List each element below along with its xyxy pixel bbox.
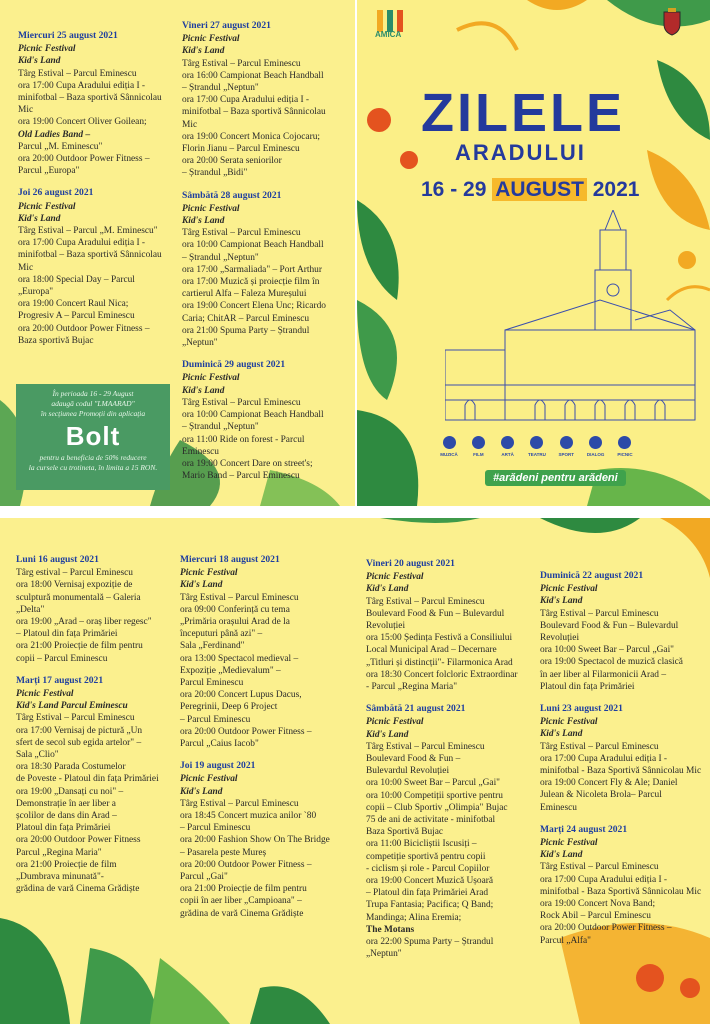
event-line: Mario Band – Parcul Eminescu bbox=[182, 471, 300, 482]
event-line: „Neptun" bbox=[366, 949, 402, 960]
icon-label: FILM bbox=[473, 452, 484, 457]
date-year: 2021 bbox=[592, 178, 640, 201]
event-line: Târg Estival – Parcul Eminescu bbox=[182, 58, 301, 69]
event-line: Picnic Festival bbox=[180, 568, 238, 579]
day-block bbox=[182, 359, 352, 482]
music-icon bbox=[437, 436, 461, 464]
event-line: Revoluției bbox=[366, 621, 406, 632]
event-line: ora 18:00 Special Day – Parcul bbox=[18, 274, 135, 285]
event-line: Kid's Land bbox=[182, 216, 225, 227]
event-line: Târg Estival – Parcul Eminescu bbox=[366, 741, 485, 752]
event-line: ora 22:00 Spuma Party – Ștrandul bbox=[366, 937, 494, 948]
event-line: – Platoul din fața Primăriei Arad bbox=[366, 888, 489, 899]
event-line: ora 10:00 Campionat Beach Handball bbox=[182, 410, 324, 421]
event-line: copii – Parcul Eminescu bbox=[16, 653, 108, 664]
event-line: Picnic Festival bbox=[366, 717, 424, 728]
city-crest-icon bbox=[662, 8, 682, 36]
event-line: Târg Estival – Parcul Eminescu bbox=[540, 741, 659, 752]
event-line: ora 17:00 „Sarmaliada" – Port Arthur bbox=[182, 264, 322, 275]
city-hall-illustration bbox=[445, 210, 710, 426]
event-line: Mic bbox=[182, 119, 198, 130]
event-line: ora 11:00 Bicicliștii Iscusiți – bbox=[366, 839, 477, 850]
arts-icon bbox=[496, 436, 520, 464]
festival-dates bbox=[421, 178, 639, 202]
event-line: Târg Estival – Parcul Eminescu bbox=[18, 68, 137, 79]
theatre-icon-glyph bbox=[530, 436, 543, 449]
event-line: Trupa Fantasia; Pacifica; Q Band; bbox=[366, 900, 494, 911]
event-line: 75 de ani de activitate - minifotbal bbox=[366, 815, 496, 826]
event-line: Boulevard Food & Fun – Bulevardul bbox=[366, 608, 505, 619]
event-category-icons bbox=[437, 436, 637, 464]
day-block bbox=[180, 554, 350, 750]
schedule-column bbox=[540, 570, 710, 957]
logo-text: AMICA bbox=[375, 30, 402, 39]
promo-text: În perioada 16 - 29 August bbox=[52, 389, 134, 398]
day-heading: Marți 17 august 2021 bbox=[16, 674, 104, 686]
event-line: The Motans bbox=[366, 924, 415, 935]
event-line: ora 20:00 Outdoor Power Fitness – bbox=[540, 923, 672, 934]
event-line: Kid's Land bbox=[366, 729, 409, 740]
event-line: școlilor de dans din Arad – bbox=[16, 811, 117, 822]
day-heading: Duminică 22 august 2021 bbox=[540, 570, 644, 581]
event-line: ora 15:00 Ședința Festivă a Consiliului bbox=[366, 633, 513, 644]
hashtag-badge: #arădeni pentru arădeni bbox=[485, 470, 626, 486]
event-line: Parcul „M. Eminescu" bbox=[18, 141, 103, 152]
event-line: ora 19:00 Concert Dare on street's; bbox=[182, 458, 313, 469]
day-block bbox=[16, 675, 178, 896]
schedule-column bbox=[16, 554, 178, 905]
event-line: ora 19:00 Concert Nova Band; bbox=[540, 899, 656, 910]
event-line: Picnic Festival bbox=[182, 203, 240, 214]
sport-icon bbox=[554, 436, 578, 464]
event-line: „Titluri și distincții"- Filarmonica Arad bbox=[366, 657, 513, 668]
event-line: de Poveste - Platoul din fața Primăriei bbox=[16, 774, 159, 785]
event-line: Julean & Nicoleta Brola– Parcul bbox=[540, 790, 662, 801]
event-line: sculptură monumentală – Galeria bbox=[16, 592, 141, 603]
event-line: Old Ladies Band – bbox=[18, 129, 91, 140]
event-line: Local Municipal Arad – Decernare bbox=[366, 645, 497, 656]
event-line: Peregrinii, Deep 6 Project bbox=[180, 702, 278, 713]
event-line: Târg Estival – Parcul Eminescu bbox=[180, 798, 299, 809]
picnic-icon-glyph bbox=[618, 436, 631, 449]
event-line: ora 10:00 Competiții sportive pentru bbox=[366, 790, 503, 801]
event-line: Sala „Clio" bbox=[16, 750, 59, 761]
event-line: Târg estival – Parcul Eminescu bbox=[16, 568, 133, 579]
event-line: Picnic Festival bbox=[182, 34, 240, 45]
event-line: Boulevard Food & Fun – bbox=[366, 754, 461, 765]
event-line: Kid's Land bbox=[366, 584, 409, 595]
event-line: ora 19:00 Concert Raul Nica; bbox=[18, 299, 129, 310]
event-line: ora 21:00 Spuma Party – Ștrandul bbox=[182, 325, 310, 336]
day-heading: Joi 19 august 2021 bbox=[180, 760, 256, 772]
event-line: Mandinga; Alina Eremia; bbox=[366, 912, 462, 923]
event-line: Târg Estival – Parcul Eminescu bbox=[182, 397, 301, 408]
date-days: 16 - 29 bbox=[421, 178, 487, 201]
event-line: Parcul „Alfa" bbox=[540, 935, 591, 946]
event-line: Sala „Ferdinand" bbox=[180, 641, 245, 652]
festival-subtitle: ARADULUI bbox=[455, 140, 586, 165]
event-line: ora 20:00 Outdoor Power Fitness – bbox=[180, 859, 312, 870]
event-line: ora 19:00 Concert Oliver Goilean; bbox=[18, 117, 147, 128]
event-line: ora 19:00 Concert Fly & Ale; Daniel bbox=[540, 778, 678, 789]
event-line: cartierul Alfa – Faleza Mureșului bbox=[182, 289, 307, 300]
event-line: sfert de secol sub egida artelor" – bbox=[16, 737, 142, 748]
event-line: Demonstrație în aer liber a bbox=[16, 798, 116, 809]
event-line: Baza Sportivă Bujac bbox=[366, 827, 444, 838]
event-line: Mic bbox=[18, 262, 34, 273]
dialogue-icon bbox=[584, 436, 608, 464]
event-line: Kid's Land bbox=[540, 729, 583, 740]
event-line: ora 20:00 Outdoor Power Fitness – bbox=[180, 726, 312, 737]
schedule-column bbox=[180, 554, 350, 930]
event-line: Picnic Festival bbox=[18, 44, 76, 55]
event-line: ora 10:00 Sweet Bar – Parcul „Gai" bbox=[366, 778, 500, 789]
event-line: Kid's Land bbox=[180, 786, 223, 797]
event-line: – Parcul Eminescu bbox=[180, 823, 251, 834]
day-heading: Miercuri 18 august 2021 bbox=[180, 554, 280, 565]
bolt-logo: Bolt bbox=[65, 421, 121, 451]
event-line: Picnic Festival bbox=[540, 838, 598, 849]
event-line: ora 19:00 „Dansați cu noi" – bbox=[16, 786, 124, 797]
day-heading: Duminică 29 august 2021 bbox=[182, 359, 286, 371]
day-heading: Sâmbătă 28 august 2021 bbox=[182, 189, 282, 201]
event-line: Parcul „Gai" bbox=[180, 872, 228, 883]
event-line: ora 19:00 Concert Muzică Ușoară bbox=[366, 876, 494, 887]
event-line: ora 20:00 Outdoor Power Fitness – bbox=[18, 323, 150, 334]
day-heading: Vineri 20 august 2021 bbox=[366, 558, 455, 569]
event-line: - ciclism și role - Parcul Copiilor bbox=[366, 863, 490, 874]
event-line: ora 18:30 Concert folcloric Extraordinar bbox=[366, 669, 518, 680]
event-line: ora 20:00 Concert Lupus Dacus, bbox=[180, 690, 302, 701]
event-line: Progresiv A – Parcul Eminescu bbox=[18, 311, 135, 322]
event-line: grădina de vară Cinema Grădiște bbox=[180, 908, 304, 919]
event-line: ora 19:00 Spectacol de muzică clasică bbox=[540, 657, 683, 668]
date-month: AUGUST bbox=[492, 178, 587, 201]
promo-text: pentru a beneficia de 50% reducere bbox=[39, 453, 147, 462]
event-line: Expoziție „Medievalum" – bbox=[180, 665, 281, 676]
event-line: Târg Estival – Parcul „M. Eminescu" bbox=[18, 226, 158, 237]
day-block bbox=[182, 20, 352, 180]
icon-label: DIALOG bbox=[586, 452, 605, 457]
event-line: „Delta" bbox=[16, 604, 45, 615]
event-line: ora 21:00 Proiecție de film pentru bbox=[16, 641, 143, 652]
icon-label: MUZICĂ bbox=[440, 452, 458, 457]
event-line: Picnic Festival bbox=[182, 373, 240, 384]
event-line: minifotbal – Baza sportivă Sânnicolau bbox=[18, 93, 162, 104]
event-line: – Ștrandul „Neptun" bbox=[182, 83, 259, 94]
promo-text: în secțiunea Promoții din aplicația bbox=[40, 409, 146, 418]
event-line: ora 10:00 Campionat Beach Handball bbox=[182, 240, 324, 251]
event-line: Baza sportivă Bujac bbox=[18, 335, 94, 346]
event-line: Parcul „Caius Iacob" bbox=[180, 739, 259, 750]
event-line: Kid's Land bbox=[180, 580, 223, 591]
promo-text: adaugă codul "LMAARAD" bbox=[51, 399, 135, 408]
icon-label: ARTĂ bbox=[501, 452, 514, 457]
event-line: ora 21:00 Proiecție de film pentru bbox=[180, 884, 307, 895]
schedule-column bbox=[366, 558, 538, 971]
event-line: ora 13:00 Spectacol medieval – bbox=[180, 653, 299, 664]
picnic-icon bbox=[613, 436, 637, 464]
day-block bbox=[366, 558, 538, 693]
event-line: Picnic Festival bbox=[180, 774, 238, 785]
event-line: ora 17:00 Cupa Aradului ediția I - bbox=[540, 753, 668, 764]
event-line: ora 20:00 Fashion Show On The Bridge bbox=[180, 835, 330, 846]
event-line: minifotbal - Baza Sportivă Sânnicolau Mic bbox=[540, 886, 702, 897]
event-line: Caria; ChitAR – Parcul Eminescu bbox=[182, 313, 310, 324]
event-line: Rock Abil – Parcul Eminescu bbox=[540, 911, 651, 922]
icon-label: SPORT bbox=[558, 452, 575, 457]
event-line: Picnic Festival bbox=[540, 584, 598, 595]
event-line: Picnic Festival bbox=[540, 717, 598, 728]
event-line: ora 17:00 Vernisaj de pictură „Un bbox=[16, 725, 143, 736]
event-line: Târg Estival – Parcul Eminescu bbox=[366, 596, 485, 607]
event-line: minifotbal – Baza sportivă Sânnicolau bbox=[182, 107, 326, 118]
film-icon bbox=[466, 436, 490, 464]
arts-icon-glyph bbox=[501, 436, 514, 449]
event-line: Platoul din fața Primăriei bbox=[540, 681, 635, 692]
event-line: Picnic Festival bbox=[16, 689, 74, 700]
day-block bbox=[540, 824, 710, 947]
day-heading: Vineri 27 august 2021 bbox=[182, 20, 271, 31]
event-line: Revoluției bbox=[540, 633, 580, 644]
event-line: copii în aer liber „Campioana" – bbox=[180, 896, 302, 907]
bolt-promo-banner[interactable] bbox=[16, 384, 170, 490]
event-line: minifotbal - Baza Sportivă Sânnicolau Mic bbox=[540, 766, 702, 777]
event-line: Kid's Land bbox=[182, 385, 225, 396]
schedule-panel-bottom bbox=[0, 518, 710, 1024]
day-heading: Marți 24 august 2021 bbox=[540, 823, 628, 835]
event-line: – Parcul Eminescu bbox=[180, 714, 251, 725]
sport-icon-glyph bbox=[560, 436, 573, 449]
event-line: ora 20:00 Outdoor Power Fitness – bbox=[18, 154, 150, 165]
theatre-icon bbox=[525, 436, 549, 464]
event-line: ora 17:00 Muzică și proiecție film în bbox=[182, 277, 320, 288]
event-line: Bulevardul Revoluției bbox=[366, 766, 450, 777]
event-line: ora 19:00 Concert Monica Cojocaru; bbox=[182, 131, 320, 142]
event-line: Târg Estival – Parcul Eminescu bbox=[540, 862, 659, 873]
day-heading: Luni 23 august 2021 bbox=[540, 703, 623, 715]
event-line: ora 17:00 Cupa Aradului ediția I - bbox=[18, 238, 146, 249]
event-line: ora 21:00 Proiecție de film bbox=[16, 859, 117, 870]
event-line: ora 18:45 Concert muzica anilor `80 bbox=[180, 811, 317, 822]
icon-label: PICNIC bbox=[617, 452, 633, 457]
event-line: Picnic Festival bbox=[366, 572, 424, 583]
icon-label: TEATRU bbox=[528, 452, 546, 457]
event-line: Platoul din fața Primăriei bbox=[16, 823, 111, 834]
event-line: „Neptun" bbox=[182, 338, 218, 349]
festival-title: ZILELE bbox=[421, 83, 625, 143]
event-line: Boulevard Food & Fun – Bulevardul bbox=[540, 620, 679, 631]
event-line: Kid's Land bbox=[18, 56, 61, 67]
event-line: ora 17:00 Cupa Aradului ediția I - bbox=[182, 95, 310, 106]
film-icon-glyph bbox=[472, 436, 485, 449]
day-block bbox=[366, 703, 538, 960]
event-line: în aer liber al Filarmonicii Arad – bbox=[540, 669, 667, 680]
day-block bbox=[18, 187, 178, 347]
event-line: ora 20:00 Outdoor Power Fitness bbox=[16, 835, 141, 846]
dialogue-icon-glyph bbox=[589, 436, 602, 449]
event-line: „Dumbrava minunată"- bbox=[16, 872, 104, 883]
promo-text: la cursele cu trotineta, în limita a 15 RON. bbox=[28, 463, 158, 472]
day-block bbox=[18, 30, 178, 177]
event-line: ora 11:00 Ride on forest - Parcul bbox=[182, 434, 305, 445]
schedule-panel-top bbox=[0, 0, 355, 506]
event-line: grădina de vară Cinema Grădiște bbox=[16, 884, 140, 895]
event-line: Târg Estival – Parcul Eminescu bbox=[180, 592, 299, 603]
festival-poster bbox=[357, 0, 710, 506]
event-line: - Parcul „Regina Maria" bbox=[366, 682, 458, 693]
schedule-column bbox=[182, 20, 352, 492]
event-line: competiție sportivă pentru copii bbox=[366, 851, 486, 862]
event-line: Târg Estival – Parcul Eminescu bbox=[540, 608, 659, 619]
event-line: Picnic Festival bbox=[18, 201, 76, 212]
day-heading: Sâmbătă 21 august 2021 bbox=[366, 703, 466, 715]
event-line: ora 16:00 Campionat Beach Handball bbox=[182, 70, 324, 81]
event-line: Kid's Land bbox=[540, 596, 583, 607]
event-line: Mic bbox=[18, 105, 34, 116]
event-line: ora 17:00 Cupa Aradului ediția I - bbox=[540, 874, 668, 885]
event-line: ora 09:00 Conferință cu tema bbox=[180, 604, 290, 615]
event-line: – Ștrandul „Neptun" bbox=[182, 422, 259, 433]
event-line: Parcul „Regina Maria" bbox=[16, 847, 102, 858]
event-line: ora 18:00 Vernisaj expoziție de bbox=[16, 580, 133, 591]
event-line: Kid's Land bbox=[182, 46, 225, 57]
event-line: „Europa" bbox=[18, 287, 54, 298]
day-block bbox=[540, 703, 710, 814]
event-line: minifotbal – Baza sportivă Sânnicolau bbox=[18, 250, 162, 261]
event-line: – Ștrandul „Neptun" bbox=[182, 252, 259, 263]
event-line: – Ștrandul „Bidi" bbox=[182, 168, 248, 179]
event-line: Târg Estival – Parcul Eminescu bbox=[16, 713, 135, 724]
day-block bbox=[180, 760, 350, 920]
event-line: copii – Club Sportiv „Olimpia" Bujac bbox=[366, 802, 508, 813]
event-line: Eminescu bbox=[182, 446, 219, 457]
day-block bbox=[16, 554, 178, 665]
event-line: Târg Estival – Parcul Eminescu bbox=[182, 228, 301, 239]
event-line: „Primăria orașului Arad de la bbox=[180, 617, 290, 628]
day-heading: Miercuri 25 august 2021 bbox=[18, 30, 118, 41]
event-line: Parcul „Europa" bbox=[18, 166, 80, 177]
event-line: ora 17:00 Cupa Aradului ediția I - bbox=[18, 80, 146, 91]
schedule-column bbox=[18, 30, 178, 357]
event-line: – Platoul din fața Primăriei bbox=[16, 629, 118, 640]
event-line: – Pasarela peste Mureș bbox=[180, 847, 267, 858]
event-line: Parcul Eminescu bbox=[180, 678, 244, 689]
day-heading: Joi 26 august 2021 bbox=[18, 187, 94, 199]
event-line: Eminescu bbox=[540, 802, 577, 813]
event-line: Kid's Land bbox=[540, 850, 583, 861]
event-line: Kid's Land Parcul Eminescu bbox=[16, 701, 128, 712]
day-heading: Luni 16 august 2021 bbox=[16, 554, 99, 565]
music-icon-glyph bbox=[443, 436, 456, 449]
day-block bbox=[182, 190, 352, 350]
event-line: ora 10:00 Sweet Bar – Parcul „Gai" bbox=[540, 645, 674, 656]
event-line: ora 19:00 „Arad – oraș liber regesc" bbox=[16, 617, 152, 628]
event-line: Kid's Land bbox=[18, 213, 61, 224]
day-block bbox=[540, 570, 710, 693]
event-line: ora 20:00 Serata seniorilor bbox=[182, 156, 282, 167]
event-line: ora 19:00 Concert Elena Unc; Ricardo bbox=[182, 301, 326, 312]
event-line: începuturi până azi" – bbox=[180, 629, 263, 640]
event-line: Florin Jianu – Parcul Eminescu bbox=[182, 144, 300, 155]
event-line: ora 18:30 Parada Costumelor bbox=[16, 762, 126, 773]
